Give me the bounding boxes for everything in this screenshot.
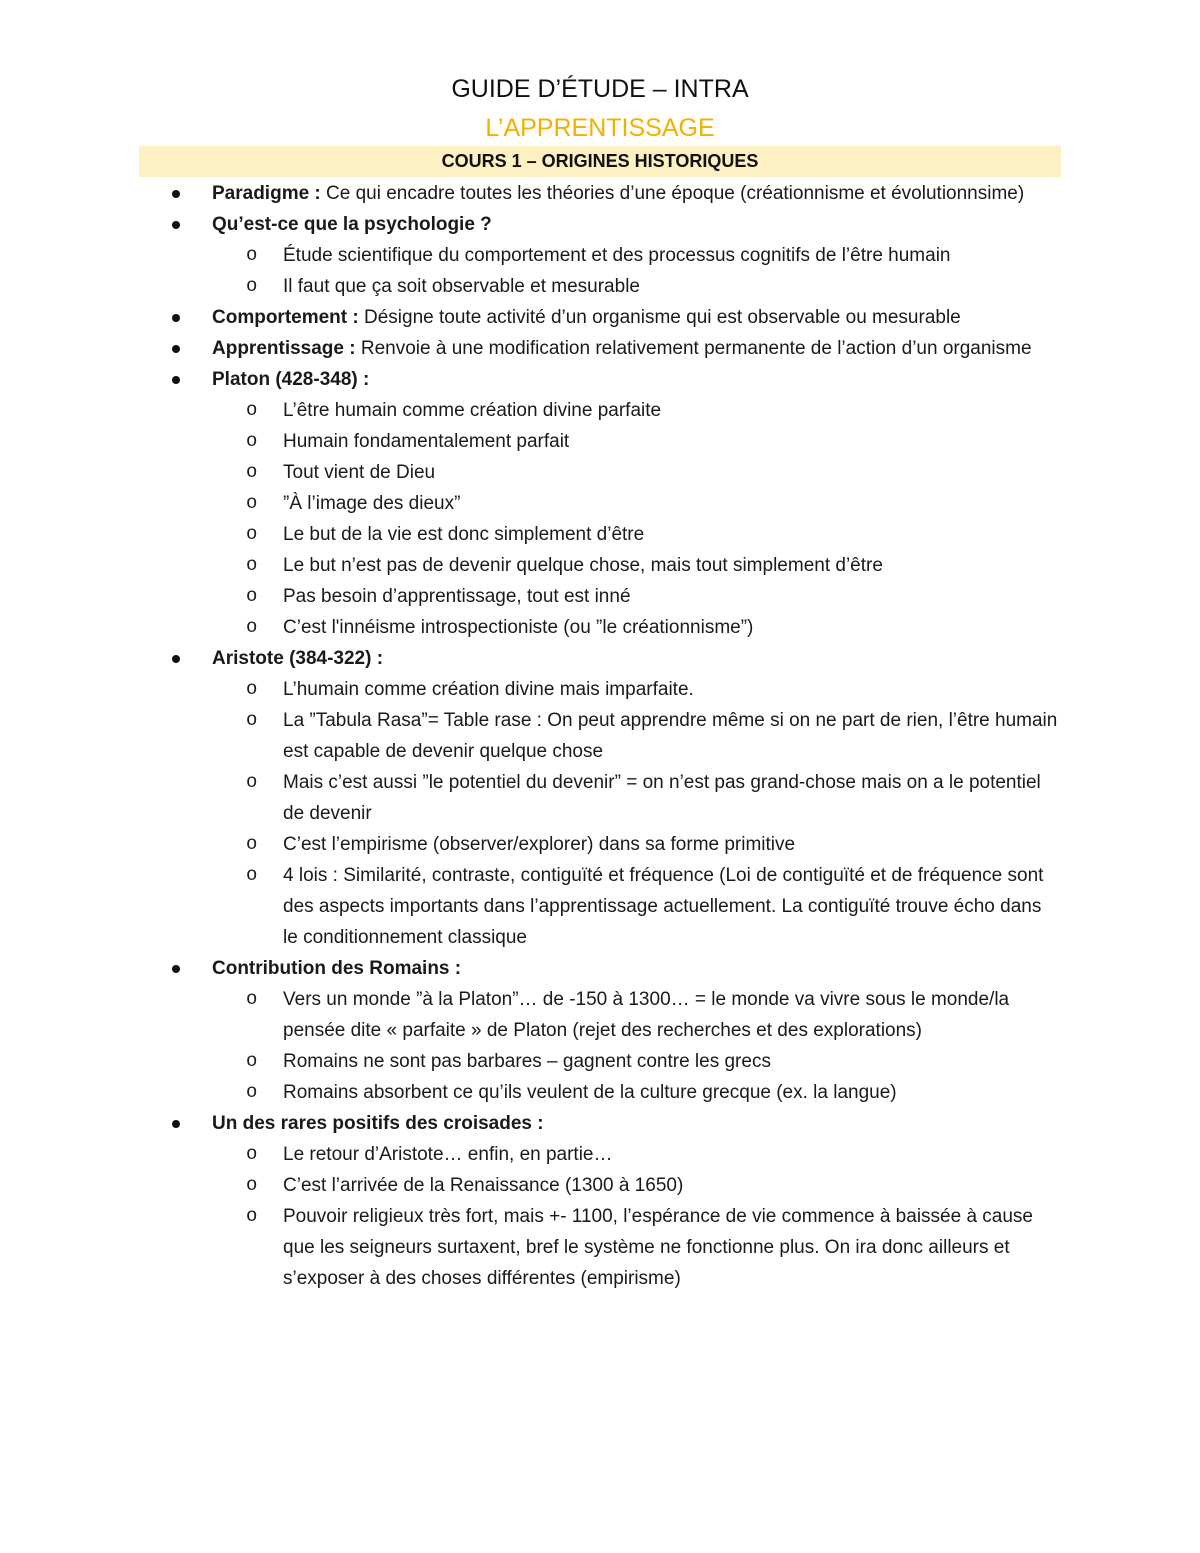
sub-item-text: C’est l'innéisme introspectioniste (ou ”le créationnisme”): [283, 617, 754, 638]
hollow-circle-bullet-icon: o: [246, 275, 258, 297]
hollow-circle-bullet-icon: o: [246, 709, 258, 731]
sub-item-text: Le retour d’Aristote… enfin, en partie…: [283, 1144, 613, 1165]
notes-list: [0, 178, 1200, 1294]
sub-item-text: Le but de la vie est donc simplement d’être: [283, 524, 645, 545]
bullet-term: Aristote (384-322) :: [212, 648, 384, 669]
bullet-item: [0, 953, 1200, 984]
bullet-text: Renvoie à une modification relativement permanente de l’action d’un organisme: [355, 338, 1032, 359]
bullet-item: [0, 209, 1200, 240]
sub-item: [0, 271, 1200, 302]
sub-item: [0, 767, 1200, 829]
bullet-term: Paradigme :: [212, 183, 321, 204]
bullet-item: [0, 302, 1200, 333]
bullet-icon: [172, 965, 180, 973]
sub-item: [0, 395, 1200, 426]
hollow-circle-bullet-icon: o: [246, 678, 258, 700]
bullet-term: Contribution des Romains :: [212, 958, 462, 979]
bullet-term: Platon (428-348) :: [212, 369, 370, 390]
sub-item-text: Il faut que ça soit observable et mesurable: [283, 276, 640, 297]
sub-item-text: La ”Tabula Rasa”= Table rase : On peut apprendre même si on ne part de rien, l’être humain est capable de devenir quelque chose: [283, 710, 1058, 762]
bullet-term: Un des rares positifs des croisades :: [212, 1113, 544, 1134]
hollow-circle-bullet-icon: o: [246, 554, 258, 576]
sub-item: [0, 519, 1200, 550]
bullet-item: [0, 1108, 1200, 1139]
sub-item: [0, 1139, 1200, 1170]
sub-item-text: L’humain comme création divine mais imparfaite.: [283, 679, 694, 700]
sub-item-text: Pas besoin d’apprentissage, tout est inné: [283, 586, 631, 607]
hollow-circle-bullet-icon: o: [246, 771, 258, 793]
bullet-item: [0, 333, 1200, 364]
sub-item-text: Romains ne sont pas barbares – gagnent contre les grecs: [283, 1051, 771, 1072]
document-title: GUIDE D’ÉTUDE – INTRA: [451, 75, 749, 103]
sub-item: [0, 984, 1200, 1046]
sub-item-text: Le but n’est pas de devenir quelque chose, mais tout simplement d’être: [283, 555, 883, 576]
sub-item: [0, 457, 1200, 488]
sub-item-text: Vers un monde ”à la Platon”… de -150 à 1300… = le monde va vivre sous le monde/la pensée dite « parfaite » de Platon (rejet des recherches et des explorations): [283, 989, 1010, 1041]
hollow-circle-bullet-icon: o: [246, 1081, 258, 1103]
sub-item-text: ”À l’image des dieux”: [283, 493, 461, 514]
document-subtitle: L’APPRENTISSAGE: [485, 114, 715, 142]
sub-item-text: Pouvoir religieux très fort, mais +- 1100, l’espérance de vie commence à baissée à cause que les seigneurs surtaxent, bref le système ne fonctionne plus. On ira donc ailleurs et s’exposer à des choses différentes (empirisme): [283, 1206, 1033, 1289]
hollow-circle-bullet-icon: o: [246, 492, 258, 514]
sub-item-text: Romains absorbent ce qu’ils veulent de la culture grecque (ex. la langue): [283, 1082, 897, 1103]
hollow-circle-bullet-icon: o: [246, 1050, 258, 1072]
bullet-item: [0, 643, 1200, 674]
sub-item: [0, 488, 1200, 519]
sub-item: [0, 1046, 1200, 1077]
bullet-text: Désigne toute activité d’un organisme qui est observable ou mesurable: [358, 307, 961, 328]
hollow-circle-bullet-icon: o: [246, 399, 258, 421]
bullet-term: Qu’est-ce que la psychologie ?: [212, 214, 492, 235]
hollow-circle-bullet-icon: o: [246, 244, 258, 266]
sub-item: [0, 674, 1200, 705]
sub-item: [0, 1201, 1200, 1294]
sub-item: [0, 426, 1200, 457]
bullet-item: [0, 178, 1200, 209]
bullet-icon: [172, 345, 180, 353]
hollow-circle-bullet-icon: o: [246, 1205, 258, 1227]
hollow-circle-bullet-icon: o: [246, 585, 258, 607]
hollow-circle-bullet-icon: o: [246, 864, 258, 886]
sub-item-text: L’être humain comme création divine parfaite: [283, 400, 662, 421]
sub-item-text: Étude scientifique du comportement et des processus cognitifs de l’être humain: [283, 245, 951, 266]
hollow-circle-bullet-icon: o: [246, 1174, 258, 1196]
hollow-circle-bullet-icon: o: [246, 461, 258, 483]
sub-item: [0, 829, 1200, 860]
bullet-term: Apprentissage :: [212, 338, 356, 359]
hollow-circle-bullet-icon: o: [246, 523, 258, 545]
sub-item-text: C’est l’empirisme (observer/explorer) dans sa forme primitive: [283, 834, 796, 855]
sub-item-text: C’est l’arrivée de la Renaissance (1300 à 1650): [283, 1175, 684, 1196]
hollow-circle-bullet-icon: o: [246, 1143, 258, 1165]
sub-item: [0, 1077, 1200, 1108]
sub-item: [0, 612, 1200, 643]
hollow-circle-bullet-icon: o: [246, 988, 258, 1010]
sub-item-text: Mais c’est aussi ”le potentiel du devenir” = on n’est pas grand-chose mais on a le potentiel de devenir: [283, 772, 1041, 824]
sub-item-text: Tout vient de Dieu: [283, 462, 436, 483]
sub-item: [0, 1170, 1200, 1201]
hollow-circle-bullet-icon: o: [246, 833, 258, 855]
sub-item-text: Humain fondamentalement parfait: [283, 431, 570, 452]
bullet-text: Ce qui encadre toutes les théories d’une époque (créationnisme et évolutionnsime): [320, 183, 1025, 204]
bullet-icon: [172, 1120, 180, 1128]
sub-item-text: 4 lois : Similarité, contraste, contiguïté et fréquence (Loi de contiguïté et de fréquence sont des aspects importants dans l’apprentissage actuellement. La contiguïté trouve écho dans le conditionnement classique: [283, 865, 1044, 948]
bullet-icon: [172, 190, 180, 198]
sub-item: [0, 860, 1200, 953]
section-heading: COURS 1 – ORIGINES HISTORIQUES: [139, 146, 1061, 177]
sub-item: [0, 581, 1200, 612]
sub-item: [0, 705, 1200, 767]
bullet-icon: [172, 376, 180, 384]
bullet-item: [0, 364, 1200, 395]
sub-item: [0, 240, 1200, 271]
bullet-icon: [172, 221, 180, 229]
sub-item: [0, 550, 1200, 581]
bullet-term: Comportement :: [212, 307, 359, 328]
hollow-circle-bullet-icon: o: [246, 616, 258, 638]
bullet-icon: [172, 655, 180, 663]
hollow-circle-bullet-icon: o: [246, 430, 258, 452]
bullet-icon: [172, 314, 180, 322]
